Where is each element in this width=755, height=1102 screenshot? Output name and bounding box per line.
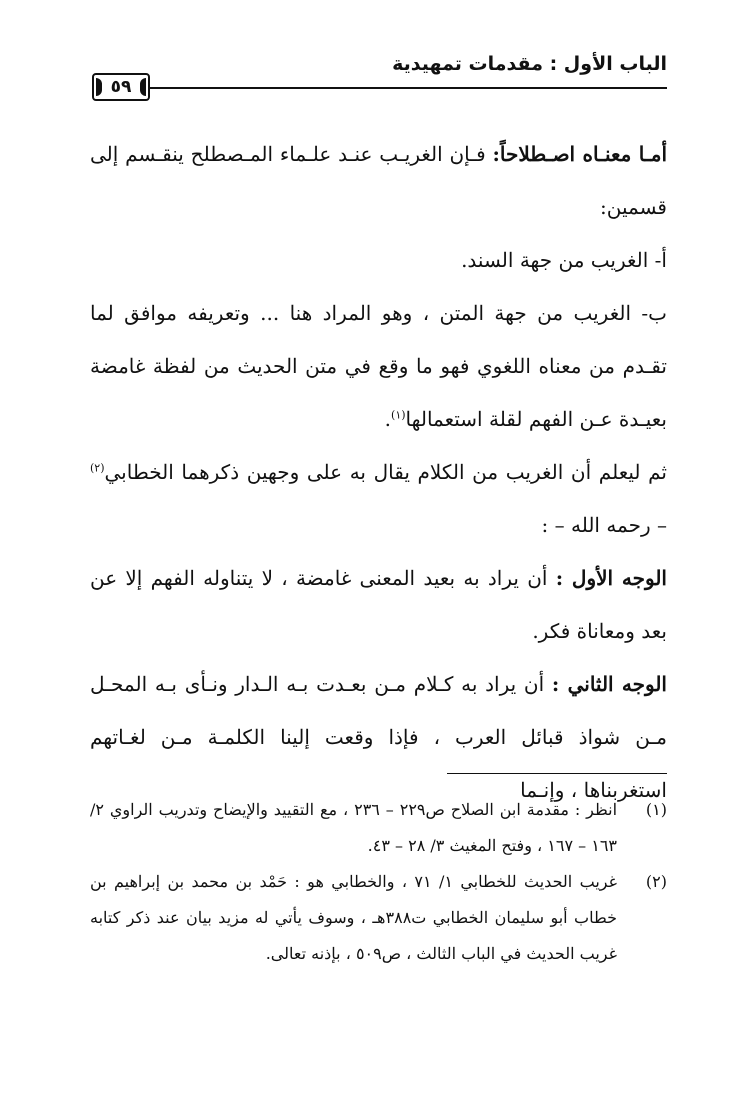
footnote [90, 792, 667, 864]
paragraph-text: أن يراد به بعيد المعنى غامضة ، لا يتناوله الفهم إلا عن بعد ومعاناة فكر. [90, 566, 667, 643]
paragraph-lead: الوجه الثاني : [551, 672, 667, 696]
header-rule [148, 87, 667, 89]
paragraph-text: أن يراد به كـلام مـن بعـدت بـه الـدار ونـأى بـه المحـل مـن شواذ قبائل العرب ، فإذا وقعت إلينا الكلمـة مـن لغـاتهم استغربناها ، وإنـما [90, 672, 667, 802]
paragraph-definition [90, 128, 667, 234]
footnote-text: غريب الحديث للخطابي ١/ ٧١ ، والخطابي هو : حَمْد بن محمد بن إبراهيم بن خطاب أبو سليمان الخطابي ت٣٨٨هـ ، وسوف يأتي له مزيد بيان عند ذكر كتابه غريب الحديث في الباب الثالث ، ص٥٠٩ ، بإذنه تعالى. [90, 872, 617, 963]
paragraph-text: ب- الغريب من جهة المتن ، وهو المراد هنا ... وتعريفه موافق لما تقـدم من معناه اللغوي فهو ما وقع في متن الحديث من لفظة غامضة بعيـدة عـن الفهم لقلة استعمالها [90, 301, 667, 431]
footnote-reference: (١) [391, 408, 406, 422]
footnote-number: (١) [645, 800, 667, 819]
paragraph-lead: أمـا معنـاه اصـطلاحاً: [492, 142, 668, 166]
running-title: الباب الأول : مقدمات تمهيدية [392, 53, 667, 75]
paragraph-end: . [384, 407, 392, 431]
footnotes [90, 792, 667, 972]
paragraph-text-type [90, 287, 667, 446]
footnote-text: انظر : مقدمة ابن الصلاح ص٢٢٩ – ٢٣٦ ، مع التقييد والإيضاح وتدريب الراوي ٢/ ١٦٣ – ١٦٧ ، وفتح المغيث ٣/ ٢٨ – ٤٣. [90, 800, 618, 855]
footnote-reference: (٢) [90, 461, 105, 475]
page-number: ٥٩ [110, 77, 132, 97]
paragraph-chain-type: أ- الغريب من جهة السند. [461, 248, 667, 272]
paragraph-khattabi [90, 446, 667, 552]
paragraph-text: ثم ليعلم أن الغريب من الكلام يقال به على وجهين ذكرهما الخطابي [104, 460, 667, 484]
page-number-frame [92, 73, 150, 101]
paragraph-lead: الوجه الأول : [555, 566, 667, 590]
paragraph-text: فـإن الغريـب عنـد علـماء المـصطلح ينقـسم إلى قسمين: [90, 142, 667, 219]
footnote-rule [447, 773, 667, 774]
paragraph-first-aspect [90, 552, 667, 658]
footnote [90, 864, 667, 972]
main-text [90, 128, 667, 817]
paragraph-end: – رحمه الله – : [541, 513, 667, 537]
footnote-number: (٢) [645, 872, 667, 891]
